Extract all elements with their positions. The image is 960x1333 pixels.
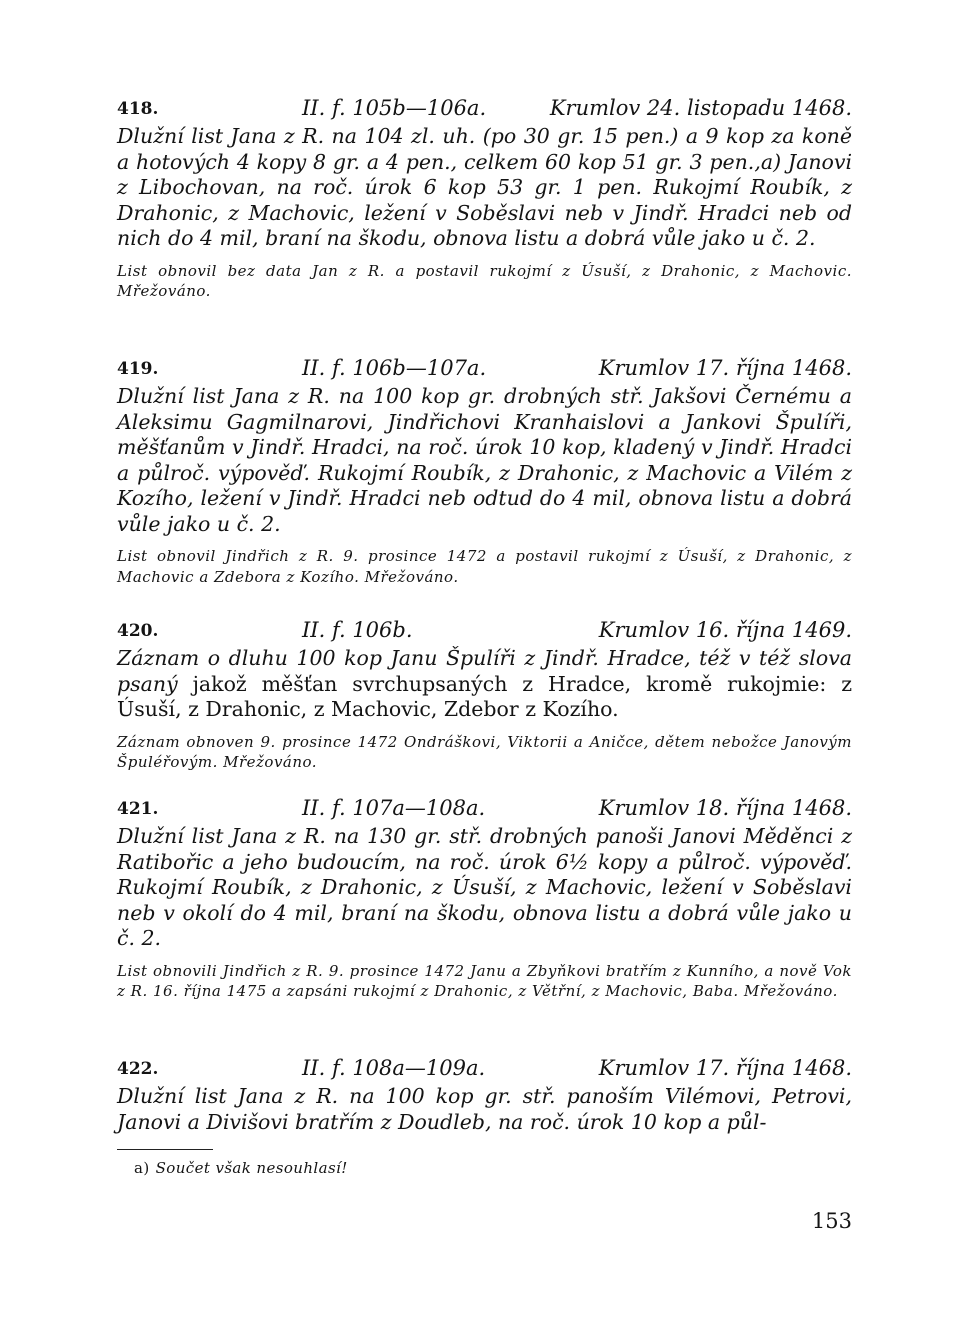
- entry-text: Dlužní list Jana z R. na 100 kop gr. drobných stř. Jakšovi Černému a Aleksimu Gagmilnarovi, Jindřichovi Kranhaislovi a Jankovi Špulíři, měšťanům v Jindř. Hradci, na roč. úrok 10 kop, kladený v Jindř. Hradci a půlroč. výpověď. Rukojmí Roubík, z Drahonic, z Machovic a Vilém z Kozího, ležení v Jindř. Hradci neb odtud do 4 mil, obnova listu a dobrá vůle jako u č. 2.: [117, 384, 852, 536]
- entry-text-roman: jakož měšťan svrchupsaných z Hradce, kromě rukojmie: z Úsuší, z Drahonic, z Machovic, Zdebor z Kozího.: [117, 671, 852, 721]
- entry-421: [117, 795, 852, 1002]
- entry-422: [117, 1055, 852, 1135]
- place-date: Krumlov 18. října 1468.: [598, 796, 852, 820]
- entry-418: [117, 95, 852, 302]
- entry-text: Dlužní list Jana z R. na 130 gr. stř. drobných panoši Janovi Měděnci z Ratibořic a jeho budoucím, na roč. úrok 6½ kopy a půlroč. výpověď. Rukojmí Roubík, z Drahonic, z Úsuší, z Machovic, ležení v Soběslavi neb v okolí do 4 mil, braní na škodu, obnova listu a dobrá vůle jako u č. 2.: [117, 824, 852, 950]
- entry-note: List obnovil bez data Jan z R. a postavil rukojmí z Úsuší, z Drahonic, z Machovic. Mřežováno.: [117, 261, 852, 300]
- entry-note: List obnovil Jindřich z R. 9. prosince 1472 a postavil rukojmí z Úsuší, z Drahonic, z Machovic a Zdebora z Kozího. Mřežováno.: [117, 547, 852, 586]
- place-date: Krumlov 17. října 1468.: [598, 356, 852, 380]
- footnote-divider: [117, 1149, 213, 1150]
- footnote: [134, 1158, 348, 1178]
- entry-number: 418.: [117, 99, 159, 119]
- entry-text-italic: Záznam o dluhu 100 kop Janu Špulíři z Jindř. Hradce, též v též slova psaný: [117, 646, 852, 696]
- entry-text: Dlužní list Jana z R. na 104 zl. uh. (po 30 gr. 15 pen.) a 9 kop za koně a hotových 4 kopy 8 gr. a 4 pen., celkem 60 kop 51 gr. 3 pen.,a) Janovi z Libochovan, na roč. úrok 6 kop 53 gr. 1 pen. Rukojmí Roubík, z Drahonic, z Machovic, ležení v Soběslavi neb v Jindř. Hradci neb od nich do 4 mil, braní na škodu, obnova listu a dobrá vůle jako u č. 2.: [117, 124, 852, 250]
- place-date: Krumlov 16. října 1469.: [598, 618, 852, 642]
- place-date: Krumlov 24. listopadu 1468.: [549, 96, 852, 120]
- entry-note: Záznam obnoven 9. prosince 1472 Ondráškovi, Viktorii a Aničce, dětem nebožce Janovým Špuléřovým. Mřežováno.: [117, 732, 852, 771]
- entry-text: [117, 646, 852, 723]
- entry-419: [117, 355, 852, 587]
- entry-number: 420.: [117, 621, 159, 641]
- folio-reference: II. f. 108a—109a.: [302, 1056, 486, 1080]
- entry-number: 419.: [117, 359, 159, 379]
- place-date: Krumlov 17. října 1468.: [598, 1056, 852, 1080]
- folio-reference: II. f. 105b—106a.: [302, 96, 487, 120]
- folio-reference: II. f. 106b.: [302, 618, 413, 642]
- entry-420: [117, 617, 852, 773]
- entry-note: List obnovili Jindřich z R. 9. prosince 1472 Janu a Zbyňkovi bratřím z Kunního, a nově Vok z R. 16. října 1475 a zapsáni rukojmí z Drahonic, z Větřní, z Machovic, Baba. Mřežováno.: [117, 961, 852, 1000]
- entry-header: [117, 1055, 852, 1081]
- entry-header: [117, 795, 852, 821]
- entry-number: 422.: [117, 1059, 159, 1079]
- entry-header: [117, 355, 852, 381]
- entry-number: 421.: [117, 799, 159, 819]
- entry-text: Dlužní list Jana z R. na 100 kop gr. stř. panoším Vilémovi, Petrovi, Janovi a Divišovi bratřím z Doudleb, na roč. úrok 10 kop a půl-: [117, 1084, 852, 1134]
- page-number: 153: [811, 1209, 852, 1233]
- footnote-marker: a): [134, 1159, 150, 1177]
- folio-reference: II. f. 107a—108a.: [302, 796, 486, 820]
- entry-header: [117, 617, 852, 643]
- footnote-text: Součet však nesouhlasí!: [155, 1159, 348, 1177]
- folio-reference: II. f. 106b—107a.: [302, 356, 487, 380]
- entry-header: [117, 95, 852, 121]
